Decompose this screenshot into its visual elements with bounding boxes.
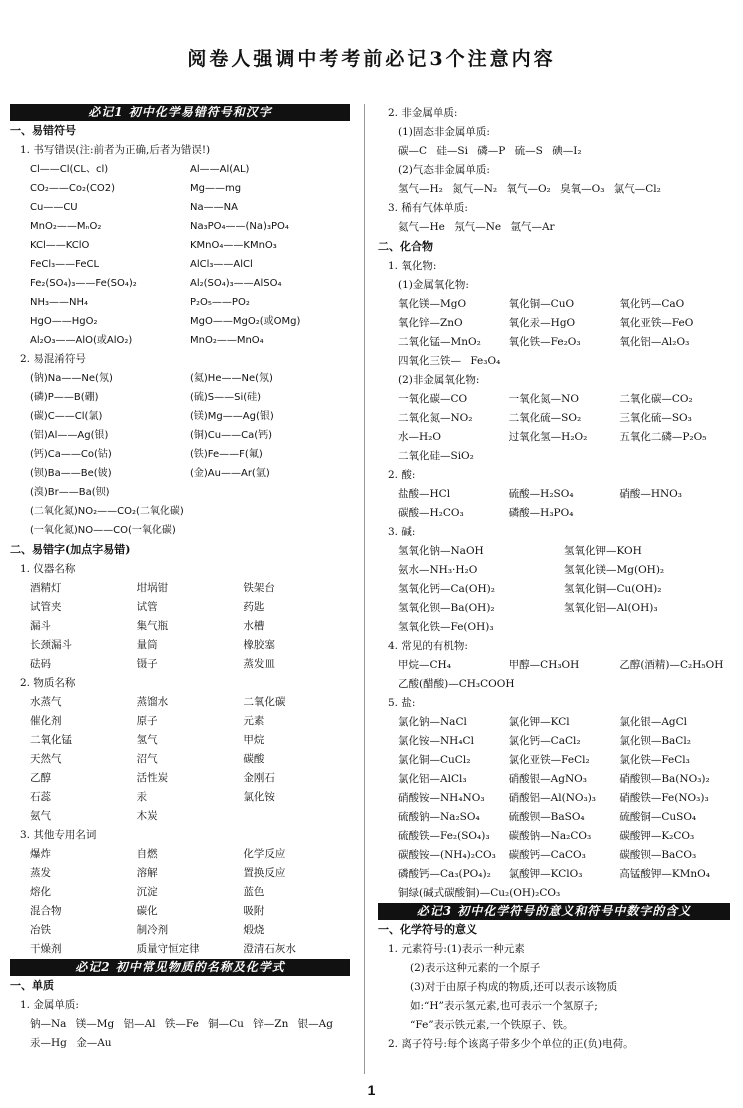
table-row xyxy=(398,656,730,675)
table-cell: 蒸发 xyxy=(30,867,51,879)
salts-list xyxy=(378,713,730,884)
table-row xyxy=(398,333,730,352)
heading-error-symbols: 一、易错符号 xyxy=(10,124,76,137)
instruments-list xyxy=(10,579,350,674)
table-cell: 氯化铝—AlCl₃ xyxy=(398,773,467,785)
table-cell: 硫酸钡—BaSO₄ xyxy=(508,811,585,823)
table-row xyxy=(398,504,730,523)
table-row xyxy=(30,693,350,712)
table-cell: 水槽 xyxy=(243,620,265,632)
page-number: 1 xyxy=(367,1082,376,1098)
subheading-acids: 2. 酸: xyxy=(388,469,416,481)
table-cell: MnO₂——MnO₄ xyxy=(190,335,264,346)
table-cell: (碳)C——Cl(氯) xyxy=(30,411,103,422)
table-cell: 氯化亚铁—FeCl₂ xyxy=(508,754,590,766)
table-cell: 干燥剂 xyxy=(30,943,62,955)
table-cell: 质量守恒定律 xyxy=(136,943,200,955)
table-row xyxy=(398,295,730,314)
subheading-oxides: 1. 氧化物: xyxy=(388,260,437,272)
table-row xyxy=(30,464,350,483)
table-cell: 碳酸钡—BaCO₃ xyxy=(619,849,697,861)
table-row xyxy=(30,769,350,788)
table-cell: 甲醇—CH₃OH xyxy=(508,659,580,671)
table-row xyxy=(30,883,350,902)
table-cell: CO₂——Co₂(CO2) xyxy=(30,183,115,194)
table-cell: 蓝色 xyxy=(243,886,265,898)
table-cell: 氧化钙—CaO xyxy=(619,298,685,310)
table-cell: 砝码 xyxy=(30,658,51,670)
table-cell: 橡胶塞 xyxy=(243,639,275,651)
table-cell: MnO₂——MₙO₂ xyxy=(30,221,102,232)
table-cell: 药匙 xyxy=(243,601,265,613)
table-cell: HgO——HgO₂ xyxy=(30,316,98,327)
malachite-line: 铜绿(碱式碳酸铜)—Cu₂(OH)₂CO₃ xyxy=(398,887,561,899)
table-cell: 化学反应 xyxy=(243,848,286,860)
table-cell: 氯化钡—BaCl₂ xyxy=(619,735,691,747)
acids-list xyxy=(378,485,730,523)
table-cell: 氨水—NH₃·H₂O xyxy=(398,564,478,576)
table-row xyxy=(30,179,350,198)
table-cell: 氧化亚铁—FeO xyxy=(619,317,694,329)
table-row xyxy=(398,770,730,789)
table-cell: 氧化铜—CuO xyxy=(508,298,575,310)
table-cell: 硝酸铁—Fe(NO₃)₃ xyxy=(619,792,709,804)
table-cell: 二氧化锰 xyxy=(30,734,72,746)
subheading-substances: 2. 物质名称 xyxy=(20,677,76,689)
table-row xyxy=(398,789,730,808)
table-cell: 催化剂 xyxy=(30,715,62,727)
table-row xyxy=(398,808,730,827)
table-row xyxy=(398,561,730,580)
table-cell: 水蒸气 xyxy=(30,696,62,708)
substances-list xyxy=(10,693,350,826)
table-cell: NH₃——NH₄ xyxy=(30,297,89,308)
metals-line-2: 汞—Hg 金—Au xyxy=(30,1037,112,1049)
table-row xyxy=(30,293,350,312)
table-cell: 汞 xyxy=(136,791,148,803)
table-row xyxy=(398,485,730,504)
table-cell: 制冷剂 xyxy=(136,924,169,936)
table-cell: 活性炭 xyxy=(136,772,169,784)
subheading-rare-gases: 3. 稀有气体单质: xyxy=(388,202,468,214)
table-cell: (氦)He——Ne(氖) xyxy=(190,373,273,384)
table-cell: 蒸馏水 xyxy=(136,696,169,708)
table-row xyxy=(30,312,350,331)
table-cell: 硫酸铁—Fe₂(SO₄)₃ xyxy=(398,830,490,842)
terms-list xyxy=(10,845,350,959)
heading-symbol-meaning: 一、化学符号的意义 xyxy=(378,923,477,936)
nonmetal-oxide-heading: (2)非金属氧化物: xyxy=(398,374,480,386)
table-cell: 试管 xyxy=(136,601,158,613)
table-cell: 冶铁 xyxy=(30,924,51,936)
table-cell xyxy=(190,483,350,502)
table-row xyxy=(398,865,730,884)
table-cell: 水—H₂O xyxy=(398,431,441,443)
solid-nonmetal-heading: (1)固态非金属单质: xyxy=(398,126,490,138)
table-cell: 氧化铝—Al₂O₃ xyxy=(619,336,690,348)
table-cell: 一氧化氮—NO xyxy=(508,393,579,405)
table-row xyxy=(30,274,350,293)
table-row xyxy=(30,921,350,940)
table-cell: 混合物 xyxy=(30,905,62,917)
table-cell: (钠)Na——Ne(氖) xyxy=(30,373,113,384)
table-row xyxy=(398,580,730,599)
column-divider xyxy=(364,104,365,1074)
table-cell: Al₂(SO₄)₃——AlSO₄ xyxy=(190,278,282,289)
table-cell: 氯化铵 xyxy=(243,791,275,803)
table-cell: 氯化钙—CaCl₂ xyxy=(508,735,581,747)
heading-error-characters: 二、易错字(加点字易错) xyxy=(10,543,131,556)
table-row xyxy=(30,407,350,426)
nonmetal-oxides-list xyxy=(378,390,730,447)
table-row xyxy=(398,751,730,770)
table-cell: 集气瓶 xyxy=(136,620,169,632)
table-cell: (镁)Mg——Ag(银) xyxy=(190,411,274,422)
table-cell: 硫酸钠—Na₂SO₄ xyxy=(398,811,480,823)
table-cell: 石蕊 xyxy=(30,791,51,803)
section-banner-2: 必记2 初中常见物质的名称及化学式 xyxy=(10,959,350,976)
table-cell: 硝酸铵—NH₄NO₃ xyxy=(398,792,485,804)
table-cell: 氢气 xyxy=(136,734,158,746)
ion-symbol-line: 2. 离子符号:每个该离子带多少个单位的正(负)电荷。 xyxy=(388,1038,634,1050)
confusing-symbols-list xyxy=(10,369,350,502)
table-cell: 磷酸钙—Ca₃(PO₄)₂ xyxy=(398,868,491,880)
table-row xyxy=(30,160,350,179)
table-row xyxy=(30,369,350,388)
left-column xyxy=(10,104,350,1053)
table-row xyxy=(30,426,350,445)
table-cell: KMnO₄——KMnO₃ xyxy=(190,240,277,251)
feoh3-line: 氢氧化铁—Fe(OH)₃ xyxy=(398,621,494,633)
table-cell: 氧化锌—ZnO xyxy=(398,317,463,329)
subheading-confusing-symbols: 2. 易混淆符号 xyxy=(20,353,86,365)
table-cell: 元素 xyxy=(243,715,265,727)
table-cell: Fe₂(SO₄)₃——Fe(SO₄)₂ xyxy=(30,278,137,289)
table-cell: 镊子 xyxy=(136,658,158,670)
table-row xyxy=(30,788,350,807)
writing-errors-list xyxy=(10,160,350,350)
table-cell: 碳酸钠—Na₂CO₃ xyxy=(508,830,592,842)
table-cell: 二氧化氮—NO₂ xyxy=(398,412,473,424)
table-row xyxy=(30,902,350,921)
metal-oxides-list xyxy=(378,295,730,352)
table-cell: 五氧化二磷—P₂O₅ xyxy=(619,431,707,443)
table-row xyxy=(30,255,350,274)
table-row xyxy=(30,750,350,769)
table-cell: Na₃PO₄——(Na)₃PO₄ xyxy=(190,221,289,232)
table-cell: 氯化钠—NaCl xyxy=(398,716,467,728)
table-cell: 溶解 xyxy=(136,867,158,879)
table-row xyxy=(398,827,730,846)
table-cell: 氯化钾—KCl xyxy=(508,716,570,728)
table-cell: 试管夹 xyxy=(30,601,62,613)
table-cell: 甲烷—CH₄ xyxy=(398,659,451,671)
table-cell: 硝酸银—AgNO₃ xyxy=(508,773,587,785)
table-cell: 氧化镁—MgO xyxy=(398,298,467,310)
table-cell: (钡)Ba——Be(铍) xyxy=(30,468,112,479)
table-cell: 沉淀 xyxy=(136,886,158,898)
table-cell: 坩埚钳 xyxy=(136,582,169,594)
table-row xyxy=(398,732,730,751)
table-row xyxy=(30,598,350,617)
table-cell: (铜)Cu——Ca(钙) xyxy=(190,430,273,441)
table-row xyxy=(30,388,350,407)
table-cell: 碳化 xyxy=(136,905,158,917)
table-cell: 碳酸 xyxy=(243,753,265,765)
table-row xyxy=(30,198,350,217)
table-cell: 硫酸—H₂SO₄ xyxy=(508,488,574,500)
confuse-extra-2: (一氧化氮)NO——CO(一氧化碳) xyxy=(30,525,176,536)
heading-compounds: 二、化合物 xyxy=(378,240,433,253)
table-cell: (溴)Br——Ba(钡) xyxy=(30,487,110,498)
table-row xyxy=(398,314,730,333)
table-row xyxy=(30,807,350,826)
table-row xyxy=(398,713,730,732)
table-cell: P₂O₅——PO₂ xyxy=(190,297,250,308)
table-cell: 氯化铁—FeCl₃ xyxy=(619,754,690,766)
table-cell: 熔化 xyxy=(30,886,51,898)
table-cell: 二氧化碳—CO₂ xyxy=(619,393,693,405)
table-cell: 碳酸钙—CaCO₃ xyxy=(508,849,586,861)
table-row xyxy=(30,483,350,502)
solid-nonmetal-list: 碳—C 硅—Si 磷—P 硫—S 碘—I₂ xyxy=(398,145,582,157)
table-cell: 金刚石 xyxy=(243,772,275,784)
table-cell: 爆炸 xyxy=(30,848,51,860)
table-cell: 二氧化硫—SO₂ xyxy=(508,412,582,424)
table-row xyxy=(30,331,350,350)
table-row xyxy=(30,655,350,674)
table-cell: 二氧化碳 xyxy=(243,696,286,708)
table-cell: 乙醇(酒精)—C₂H₅OH xyxy=(619,659,724,671)
table-cell: 长颈漏斗 xyxy=(30,639,72,651)
subheading-salts: 5. 盐: xyxy=(388,697,416,709)
table-cell: 氢氧化铜—Cu(OH)₂ xyxy=(564,583,662,595)
table-cell: Mg——mg xyxy=(190,183,242,194)
table-row xyxy=(30,236,350,255)
table-cell: 木炭 xyxy=(136,810,158,822)
section-banner-3: 必记3 初中化学符号的意义和符号中数字的含义 xyxy=(378,903,730,920)
heading-elements: 一、单质 xyxy=(10,979,54,992)
gas-nonmetal-list: 氢气—H₂ 氮气—N₂ 氧气—O₂ 臭氧—O₃ 氯气—Cl₂ xyxy=(398,183,661,195)
table-cell: 自燃 xyxy=(136,848,158,860)
right-column xyxy=(378,104,730,1054)
table-cell: 蒸发皿 xyxy=(243,658,275,670)
table-cell: 吸附 xyxy=(243,905,265,917)
table-cell: (硫)S——Si(硅) xyxy=(190,392,262,403)
table-cell: 硫酸铜—CuSO₄ xyxy=(619,811,697,823)
fe3o4-line: 四氧化三铁— Fe₃O₄ xyxy=(398,355,501,367)
table-cell: 硝酸铝—Al(NO₃)₃ xyxy=(508,792,597,804)
table-cell: 氢氧化钠—NaOH xyxy=(398,545,484,557)
table-cell: 氨气 xyxy=(30,810,51,822)
table-cell: (铝)Al——Ag(银) xyxy=(30,430,109,441)
table-cell xyxy=(619,504,730,523)
table-cell: 氢氧化钡—Ba(OH)₂ xyxy=(398,602,495,614)
table-cell: 酒精灯 xyxy=(30,582,62,594)
table-cell: 一氧化碳—CO xyxy=(398,393,468,405)
table-cell: 过氧化氢—H₂O₂ xyxy=(508,431,588,443)
rare-gas-list: 氦气—He 氖气—Ne 氩气—Ar xyxy=(398,221,555,233)
table-cell: 乙醇 xyxy=(30,772,51,784)
table-row xyxy=(30,864,350,883)
table-cell: AlCl₃——AlCl xyxy=(190,259,253,270)
table-cell: 碳酸钾—K₂CO₃ xyxy=(619,830,695,842)
table-cell: Cu——CU xyxy=(30,202,78,213)
subheading-bases: 3. 碱: xyxy=(388,526,416,538)
table-cell: Al₂O₃——AlO(或AlO₂) xyxy=(30,335,133,346)
table-cell: 碳酸铵—(NH₄)₂CO₃ xyxy=(398,849,496,861)
sio2-line: 二氧化硅—SiO₂ xyxy=(398,450,474,462)
table-cell: Al——Al(AL) xyxy=(190,164,250,175)
subheading-terms: 3. 其他专用名词 xyxy=(20,829,97,841)
metals-line-1: 钠—Na 镁—Mg 铝—Al 铁—Fe 铜—Cu 锌—Zn 银—Ag xyxy=(30,1018,333,1030)
table-cell xyxy=(243,807,350,826)
table-cell: 碳酸—H₂CO₃ xyxy=(398,507,464,519)
subheading-nonmetals: 2. 非金属单质: xyxy=(388,107,458,119)
metal-oxide-heading: (1)金属氧化物: xyxy=(398,279,469,291)
table-cell: 硝酸—HNO₃ xyxy=(619,488,682,500)
organics-list xyxy=(378,656,730,675)
table-cell: 磷酸—H₃PO₄ xyxy=(508,507,574,519)
subheading-writing-errors: 1. 书写错误(注:前者为正确,后者为错误!) xyxy=(20,144,211,156)
table-cell: 原子 xyxy=(136,715,158,727)
table-row xyxy=(30,636,350,655)
element-symbol-line-2: (2)表示这种元素的一个原子 xyxy=(410,962,541,974)
table-row xyxy=(398,846,730,865)
table-row xyxy=(30,731,350,750)
table-cell: 氯化铵—NH₄Cl xyxy=(398,735,474,747)
table-row xyxy=(30,845,350,864)
table-cell: MgO——MgO₂(或OMg) xyxy=(190,316,301,327)
table-cell: 三氧化硫—SO₃ xyxy=(619,412,692,424)
table-row xyxy=(30,617,350,636)
table-cell: (钙)Ca——Co(钴) xyxy=(30,449,112,460)
table-cell: (铁)Fe——F(氟) xyxy=(190,449,263,460)
table-row xyxy=(30,940,350,959)
table-cell: Cl——Cl(CL、cl) xyxy=(30,164,109,175)
table-row xyxy=(30,445,350,464)
table-cell: 盐酸—HCl xyxy=(398,488,451,500)
table-cell: 氧化铁—Fe₂O₃ xyxy=(508,336,581,348)
element-symbol-line-1: 1. 元素符号:(1)表示一种元素 xyxy=(388,943,525,955)
table-row xyxy=(398,409,730,428)
table-row xyxy=(398,542,730,561)
table-cell: 氯化银—AgCl xyxy=(619,716,688,728)
table-cell: 澄清石灰水 xyxy=(243,943,296,955)
table-row xyxy=(30,217,350,236)
table-cell: FeCl₃——FeCL xyxy=(30,259,100,270)
table-cell: 铁架台 xyxy=(243,582,275,594)
table-cell: 甲烷 xyxy=(243,734,265,746)
section-banner-1: 必记1 初中化学易错符号和汉字 xyxy=(10,104,350,121)
table-cell: 氢氧化钙—Ca(OH)₂ xyxy=(398,583,495,595)
table-cell: KCl——KClO xyxy=(30,240,90,251)
table-cell: 煅烧 xyxy=(243,924,265,936)
subheading-organics: 4. 常见的有机物: xyxy=(388,640,468,652)
element-symbol-line-3: (3)对于由原子构成的物质,还可以表示该物质 xyxy=(410,981,618,993)
table-cell: 天然气 xyxy=(30,753,62,765)
table-cell: 氢氧化铝—Al(OH)₃ xyxy=(564,602,658,614)
table-cell: 氢氧化镁—Mg(OH)₂ xyxy=(564,564,665,576)
table-row xyxy=(398,390,730,409)
element-symbol-line-4: 如:“H”表示氢元素,也可表示一个氢原子; xyxy=(410,1000,598,1012)
table-cell: 氢氧化钾—KOH xyxy=(564,545,642,557)
table-cell: 氯酸钾—KClO₃ xyxy=(508,868,583,880)
table-cell: 高锰酸钾—KMnO₄ xyxy=(619,868,711,880)
table-cell: 二氧化锰—MnO₂ xyxy=(398,336,481,348)
page-title: 阅卷人强调中考考前必记3个注意内容 xyxy=(187,48,556,70)
element-symbol-line-5: “Fe”表示铁元素,一个铁原子、铁。 xyxy=(410,1019,574,1031)
table-cell: 量筒 xyxy=(136,639,158,651)
table-cell: 氧化汞—HgO xyxy=(508,317,576,329)
table-row xyxy=(398,428,730,447)
table-cell: 漏斗 xyxy=(30,620,51,632)
table-cell: 沼气 xyxy=(136,753,158,765)
table-cell: (磷)P——B(硼) xyxy=(30,392,99,403)
table-cell: 硝酸钡—Ba(NO₃)₂ xyxy=(619,773,710,785)
confuse-extra-1: (二氧化氮)NO₂——CO₂(二氧化碳) xyxy=(30,506,184,517)
table-row xyxy=(30,579,350,598)
table-row xyxy=(398,599,730,618)
table-cell: (金)Au——Ar(氩) xyxy=(190,468,270,479)
subheading-metals: 1. 金属单质: xyxy=(20,999,79,1011)
subheading-instruments: 1. 仪器名称 xyxy=(20,563,76,575)
table-cell: Na——NA xyxy=(190,202,238,213)
table-cell: 置换反应 xyxy=(243,867,286,879)
acetic-acid-line: 乙酸(醋酸)—CH₃COOH xyxy=(398,678,515,690)
table-row xyxy=(30,712,350,731)
gas-nonmetal-heading: (2)气态非金属单质: xyxy=(398,164,490,176)
bases-list xyxy=(378,542,730,618)
table-cell: 氯化铜—CuCl₂ xyxy=(398,754,471,766)
